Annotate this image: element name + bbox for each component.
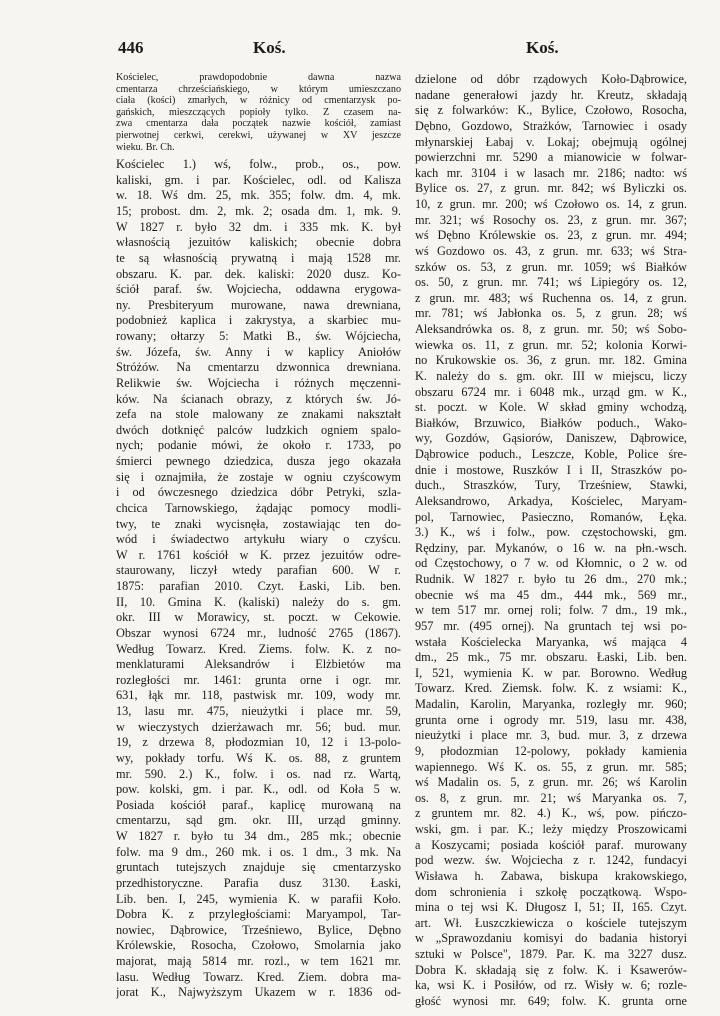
text-line: Królewskie, Rosocha, Czołowo, Smolarnia jako [116,938,401,953]
text-line: wód i świadectwo artykułu wiary o czyścu. [116,532,401,547]
text-line: rozległości mr. 1461: grunta orne i ogr. mr. [116,672,401,687]
text-line: głość wynosi mr. 649; folw. K. grunta orne [415,993,687,1008]
text-line: Lib. ben. I, 245, wymienia K. w parafii Koło. [116,891,401,906]
text-line: Obszar wynosi 6724 mr., ludność 2765 (1867). [116,625,401,640]
left-column [116,72,401,1001]
text-line: wiewka os. 11, z grun. mr. 52; kolonia Korwi- [415,337,687,352]
text-line: st. poczt. w Kole. W skład gminy wchodzą, [415,400,687,415]
text-line: dom schronienia i szkołę początkową. Wspo- [415,884,687,899]
text-line: 957 mr. (495 ornej). Na gruntach tej wsi po- [415,618,687,633]
text-line: ny. Presbiteryum murowane, nawa drewniana, [116,297,401,312]
text-line: w wieczystych dzierżawach mr. 56; bud. mur. [116,719,401,734]
text-line: Rudnik. W 1827 r. było tu 26 dm., 270 mk.; [415,572,687,586]
text-line: dwóch dotknięć palców ludzkich ogniem spalo- [116,422,401,437]
text-line: mr. 781; wś Jabłonka os. 5, z grun. 28; wś [415,306,687,321]
text-line: pierwotnej cerkwi, cerekwi, używanej w XV jeszcze [116,129,401,141]
text-line: os. 8, z grun. mr. 21; wś Maryanka os. 7, [415,790,687,805]
text-line: mr. 321; wś Rosochy os. 23, z grun. mr. 367; [415,212,687,227]
text-line: rowany; ołtarzy 5: Matki B., św. Wójciecha, [116,329,401,344]
text-line: przedhistoryczne. Parafia dusz 3130. Łaski, [116,875,401,890]
text-line: jorat K., Najwyższym Ukazem w r. 1836 od- [116,985,401,1000]
text-line: śmierci pewnego dziedzica, dusza jego okazała [116,454,401,469]
text-line: Rędziny, par. Mykanów, o 16 w. na płn.-wsch. [415,540,687,555]
page-number: 446 [118,38,144,57]
text-line: wś Madalin os. 5, z grun. mr. 26; wś Karolin [415,775,687,790]
text-line: Kościelec 1.) wś, folw., prob., os., pow. [116,157,401,172]
text-line: Madalin, Karolin, Maryanka, rozległy mr. 960; [415,697,687,711]
text-line: św. Józefa, św. Anny i w kaplicy Aniołów [116,344,401,359]
text-line: Stróżów. Na cmentarzu dzwonnica drewniana. [116,360,401,375]
text-line: mr. 590. 2.) K., folw. i os. nad rz. Wartą, [116,766,401,781]
text-line: sztuki w Polsce", 1879. Par. K. ma 3227 dusz. [415,947,687,961]
text-line: w tem 517 mr. ornej roli; folw. 7 dm., 19 mk., [415,603,687,618]
text-line: Dobra K. z przyległościami: Maryampol, Tar- [116,907,401,922]
text-line: K. należy do s. gm. okr. III w miejscu, liczy [415,368,687,383]
text-line: podobnież kaplica i zakrystya, a skarbiec mu- [116,313,401,328]
page-header [118,38,686,60]
text-line: Dobra K. składają się z folw. K. i Ksawerów- [415,962,687,977]
text-line: dnie i mostowe, Ruszków I i II, Straszków po- [415,462,687,477]
text-line: wś Gozdowo os. 43, z grun. mr. 633; wś Stra- [415,243,687,258]
text-line: własnością jezuitów kaliskich; obecnie dobra [116,235,401,250]
text-line: Relikwie św. Wojciecha i różnych męczenni- [116,375,401,390]
text-line: Aleksandrówka os. 8, z grun. mr. 50; wś Sobo- [415,322,687,336]
text-line: szków os. 53, z grun. mr. 1059; wś Białków [415,259,687,274]
text-line: W 1827 r. było tu 34 dm., 285 mk.; obecnie [116,829,401,844]
text-line: duch., Straszków, Tury, Trześniew, Stawki, [415,478,687,493]
text-line: 631, łąk mr. 118, pastwisk mr. 109, wody mr. [116,688,401,703]
text-line: Dąbrowice poduch., Leszcze, Koble, Police śre- [415,447,687,461]
text-line: Bylice os. 27, z grun. mr. 842; wś Byliczki os. [415,181,687,196]
text-line: wy, pokłady torfu. Wś K. os. 88, z gruntem [116,750,401,765]
running-head-right: Koś. [526,38,559,57]
text-line: kach mr. 3104 i w lasach mr. 2186; nadto: wś [415,165,687,180]
text-line: Wisława h. Zabawa, biskupa krakowskiego, [415,868,687,883]
text-line: obszaru. K. par. dek. kaliski: 2020 dusz. Ko- [116,266,401,281]
text-line: art. Wł. Łuszczkiewicza o kościele tutejszym [415,915,687,930]
text-line: dm., 25 mk., 75 mr. obszaru. Łaski, Lib. ben. [415,650,687,665]
text-line: mina o tej wsi K. Długosz I, 51; II, 165. Czyt. [415,900,687,915]
right-column [415,72,687,1010]
text-line: w. 18. Wś dm. 25, mk. 355; folw. dm. 4, mk. [116,188,401,203]
text-line: obecnie wś ma 45 dm., 444 mk., 569 mr., [415,587,687,602]
text-line: chcica Tarnowskiego, żądając pomocy modli- [116,500,401,515]
text-line: menklaturami Aleksandrów i Elżbietów ma [116,657,401,672]
text-line: gruntach tutejszych znajduje się cmentarzysko [116,860,401,875]
text-line: ciała (kości) zmarłych, w różnicy od cmentarzysk po- [116,95,401,107]
text-line: obszaru 6724 mr. i 6048 mk., urząd gm. w K., [415,384,687,399]
text-line: wieku. Br. Ch. [116,141,175,153]
text-line: ków. Na ścianach obrazy, z których św. Jó- [116,391,401,406]
kosciolec-entry [116,157,401,1001]
text-line: twy, te znaki wycisnęła, zostawiając ten do- [116,516,401,531]
text-line: cmentarzu, sąd gm. okr. III, urząd gminny. [116,813,401,828]
text-line: 19, z drzewa 8, płodozmian 10, 12 i 13-polo- [116,735,401,750]
kosciolec-note [116,72,401,153]
text-line: a Koszycami; posiada kościół paraf. murowany [415,837,687,852]
text-line: ściół paraf. św. Wojciecha, oddawna erygowa- [116,282,401,297]
text-line: nieużytki i place mr. 3, bud. mur. 3, z drzewa [415,728,687,743]
text-line: nych; podanie mówi, że około r. 1733, po [116,438,401,453]
text-line: zwa cmentarza dała początek nazwie kościół, zamiast [116,118,401,130]
text-line: z grun. mr. 483; wś Ruchenna os. 14, z grun. [415,290,687,305]
text-line: te są własnością prywatną i mają 1528 mr. [116,250,401,265]
text-line: Kościelec, prawdopodobnie dawna nazwa [116,72,401,83]
text-line: no Krukowskie os. 36, z grun. mr. 182. Gmina [415,353,687,368]
text-line: okr. III w Morawicy, st. poczt. w Cekowie. [116,610,401,625]
text-line: Białków, Brzuwico, Białków poduch., Wako- [415,415,687,430]
text-line: Dębno, Gozdowo, Strażków, Tarnowiec i osady [415,118,687,133]
text-line: młynarskiej Łabaj v. Lokaj; obejmują ogólnej [415,134,687,149]
text-line: I, 521, wymienia K. w par. Borowno. Według [415,665,687,680]
text-line: pod wezw. św. Wojciecha z r. 1242, fundacyi [415,853,687,868]
text-line: staurowany, liczył wtedy parafian 600. W r. [116,563,401,578]
text-line: grunta orne i ogrody mr. 519, lasu mr. 438, [415,712,687,727]
text-line: się i oznajmiła, że zostaje w ogniu czyścowym [116,469,401,484]
text-line: 3.) K., wś i folw., pow. częstochowski, gm. [415,525,687,540]
text-line: zefa na stole malowany ze znakami nakształt [116,407,401,422]
text-line: W r. 1761 kościół w K. przez jezuitów odre- [116,547,401,562]
text-line: cmentarza chrześciańskiego, w którym umieszczano [116,83,401,95]
text-line: ka, wsi K. i Posiłów, od rz. Wisły w. 6; rozle- [415,978,687,993]
text-line: wś Dębno Królewskie os. 23, z grun. mr. 494; [415,228,687,243]
text-line: W 1827 r. było 32 dm. i 335 mk. K. był [116,219,401,234]
text-line: Według Towarz. Kred. Ziems. folw. K. z no- [116,641,401,656]
text-line: II, 10. Gmina K. (kaliski) należy do s. gm. [116,594,401,609]
text-line: wapiennego. Wś K. os. 55, z grun. mr. 585; [415,759,687,774]
text-line: się z folwarków: K., Bylice, Czołowo, Rosocha, [415,103,687,118]
text-line: os. 50, z grun. mr. 741; wś Lipiegóry os. 12, [415,275,687,290]
text-line: od Częstochowy, o 7 w. od Kłomnic, o 2 w. od [415,556,687,571]
text-line: powierzchni mr. 5290 a mianowicie w folwar- [415,150,687,165]
text-line: 13, lasu mr. 475, nieużytki i place mr. 59, [116,704,401,719]
text-line: folw. ma 9 dm., 260 mk. i os. 1 dm., 3 mk. Na [116,844,401,859]
text-line: w „Sprawozdaniu komisyi do badania historyi [415,931,687,946]
text-line: pol, Tarnowiec, Pasieczno, Romanów, Łęka. [415,509,687,524]
text-line: wstała Kościelecka Maryanka, wś mająca 4 [415,634,687,649]
text-line: 1875: parafian 2010. Czyt. Łaski, Lib. ben. [116,579,401,594]
text-line: nadane generałowi jazdy hr. Kreutz, składają [415,87,687,102]
text-line: 9, płodozmian 12-polowy, pokłady kamienia [415,743,687,758]
text-line: dzielone od dóbr rządowych Koło-Dąbrowice, [415,72,687,86]
text-line: nowiec, Dąbrowice, Trześniewo, Bylice, Dębno [116,922,401,937]
text-line: Posiada kościół paraf., kaplicę murowaną na [116,797,401,812]
text-line: wy, Gozdów, Gąsiorów, Daniszew, Dąbrowice, [415,431,687,446]
text-line: wski, gm. i par. K.; leży między Proszowicami [415,822,687,836]
text-line: Towarz. Kred. Ziemsk. folw. K. z wsiami: K., [415,681,687,696]
text-line: kaliski, gm. i par. Kościelec, odl. od Kalisza [116,172,401,187]
text-line: i od ówczesnego dziedzica dóbr Petryki, szla- [116,485,401,500]
text-line: gańskich, mieszczących popioły tylko. Z czasem na- [116,106,401,118]
text-line: lasu. Według Towarz. Kred. Ziem. dobra ma- [116,969,401,984]
text-line: 10, z grun. mr. 200; wś Czołowo os. 14, z grun. [415,197,687,211]
text-line: majorat, mają 5814 mr. rozl., w tem 1621 mr. [116,954,401,969]
running-head-left: Koś. [253,38,286,57]
text-line: z gruntem mr. 82. 4.) K., wś, pow. pińczo- [415,806,687,821]
text-line: Aleksandrowo, Arkadya, Kościelec, Maryam- [415,493,687,508]
text-line: pow. kolski, gm. i par. K., odl. od Koła 5 w. [116,782,401,797]
right-column-body [415,72,687,1010]
text-line: 15; probost. dm. 2, mk. 2; osada dm. 1, mk. 9. [116,204,401,219]
